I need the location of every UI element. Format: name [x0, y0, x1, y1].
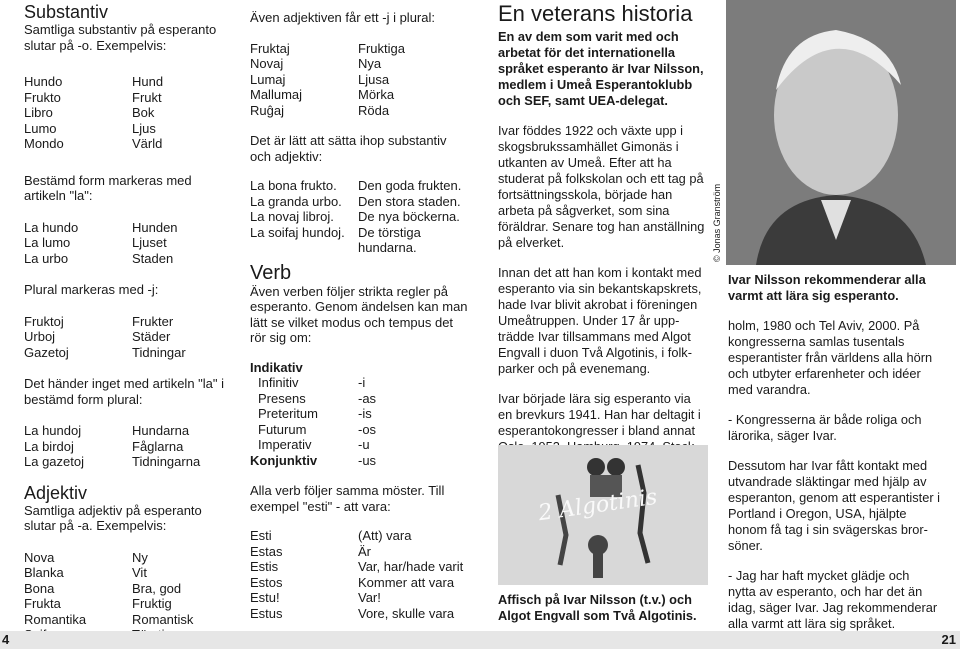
- example-row: [24, 423, 229, 439]
- example-row: [258, 422, 470, 438]
- example-row: [258, 391, 470, 407]
- example-term: Mallumaj: [250, 87, 303, 102]
- example-translation: Hunden: [132, 219, 178, 235]
- adjektiv-examples: [24, 550, 229, 643]
- adjektiv-heading: Adjektiv: [24, 482, 88, 503]
- esti-examples: [250, 528, 470, 621]
- example-row: [250, 544, 470, 560]
- example-term: Estis: [250, 559, 279, 574]
- example-row: [24, 314, 229, 330]
- example-translation: Tidningarna: [132, 454, 201, 469]
- poster-title: 2 Algotinis: [536, 484, 659, 527]
- example-row: [250, 225, 470, 256]
- example-translation: Tidningar: [132, 344, 186, 360]
- example-translation: Fåglarna: [132, 438, 184, 454]
- example-term: Libro: [24, 105, 53, 120]
- example-row: [24, 439, 229, 455]
- example-translation: Kommer att vara: [358, 574, 455, 590]
- example-translation: Städer: [132, 329, 171, 344]
- article-paragraph-4: holm, 1980 och Tel Aviv, 2000. På kongresserna samlas tusentals esperantister från världens alla hörn och utbyter erfarenheter och idéer med varandra.: [728, 318, 933, 397]
- article-paragraph-2: Innan det att han kom i kontakt med esperanto via sin bekantskapskrets, hade Ivar blivit akrobat i föreningen Umeåtruppen. Under 17 år upp-trädde Ivar tillsammans med Algot Engvall i duon Två Algotinis, i folk-parker och på evenemang.: [498, 265, 702, 376]
- example-translation: Ljus: [132, 120, 156, 136]
- example-translation: Vore, skulle vara: [358, 605, 455, 621]
- example-translation: Röda: [358, 102, 390, 118]
- example-term: Hundo: [24, 74, 63, 89]
- example-term: La gazetoj: [24, 454, 84, 469]
- example-translation: -os: [358, 421, 377, 437]
- example-row: [24, 612, 229, 628]
- substantiv-heading: Substantiv: [24, 2, 109, 22]
- adjektiv-intro: Samtliga adjektiv på esperanto slutar på -a. Exempelvis:: [24, 502, 202, 533]
- example-term: Estas: [250, 543, 283, 559]
- example-translation: Ljuset: [132, 235, 167, 250]
- example-translation: Fruktiga: [358, 40, 405, 56]
- example-row: [250, 41, 470, 57]
- example-translation: Bok: [132, 105, 155, 120]
- example-translation: Var!: [358, 590, 381, 605]
- portrait-illustration: [726, 0, 956, 265]
- article-paragraph-7: - Jag har haft mycket glädje och nytta av esperanto, och har det än idag, säger Ivar. Jag rekommenderar alla varmt att lära sig språket.: [728, 568, 938, 631]
- example-translation: -as: [358, 390, 377, 406]
- example-translation: Romantisk: [132, 611, 194, 627]
- example-translation: Är: [358, 543, 371, 559]
- page-number-right: 21: [941, 632, 956, 647]
- substantiv-intro: Samtliga substantiv på esperanto slutar på -o. Exempelvis:: [24, 22, 217, 53]
- example-term: Futurum: [258, 421, 307, 437]
- example-translation: De törstiga hundarna.: [358, 224, 421, 255]
- example-translation: -i: [358, 375, 366, 390]
- combine-intro: Det är lätt att sätta ihop substantiv och adjektiv:: [250, 133, 447, 164]
- definite-examples: [24, 220, 229, 267]
- example-translation: Nya: [358, 56, 382, 71]
- example-translation: Frukt: [132, 89, 162, 105]
- example-translation: Den stora staden.: [358, 193, 461, 209]
- adj-plural-examples: [250, 41, 470, 119]
- example-term: Infinitiv: [258, 375, 299, 390]
- verb-intro: Även verben följer strikta regler på esperanto. Genom ändelsen kan man lätt se vilket modus och tempus det rör sig om:: [250, 283, 468, 345]
- plural-examples: [24, 314, 229, 361]
- def-plural-examples: [24, 423, 229, 470]
- article-heading: En veterans historia: [498, 1, 693, 26]
- article-lead: En av dem som varit med och arbetat för det internationella språket esperanto är Ivar Nilsson, medlem i Umeå Esperantoklubb och SEF, samt UEA-delegat.: [498, 29, 704, 108]
- example-translation: De nya böckerna.: [358, 209, 460, 224]
- example-term: Blanka: [24, 565, 64, 580]
- example-row: [24, 220, 229, 236]
- example-term: La lumo: [24, 235, 71, 250]
- example-term: Fruktaj: [250, 40, 290, 56]
- example-row: [250, 103, 470, 119]
- example-row: [24, 550, 229, 566]
- example-row: [24, 235, 229, 251]
- example-translation: Hund: [132, 74, 164, 89]
- example-row: [24, 251, 229, 267]
- konjunktiv-row: [250, 453, 470, 469]
- right-footer-band: [480, 631, 960, 649]
- page-number-left: 4: [2, 632, 10, 647]
- def-plural-intro: Det händer inget med artikeln "la" i bestämd form plural:: [24, 376, 225, 407]
- adj-plural-intro: Även adjektiven får ett -j i plural:: [250, 10, 435, 25]
- example-translation: Värld: [132, 136, 163, 151]
- example-translation: Fruktig: [132, 596, 172, 611]
- combine-examples: [250, 178, 470, 256]
- example-term: Frukta: [24, 596, 61, 611]
- plural-intro: Plural markeras med -j:: [24, 282, 159, 297]
- example-translation: Hundarna: [132, 423, 190, 438]
- example-row: [24, 596, 229, 612]
- example-translation: Mörka: [358, 87, 395, 102]
- example-row: [250, 178, 470, 194]
- example-term: Preteritum: [258, 406, 318, 421]
- example-row: [24, 454, 229, 470]
- example-term: Lumo: [24, 120, 57, 136]
- article-column-1: [498, 2, 708, 455]
- example-term: Imperativ: [258, 437, 312, 452]
- example-row: [250, 87, 470, 103]
- photo-credit: © Jonas Granström: [712, 183, 722, 262]
- example-term: La soifaj hundoj.: [250, 224, 345, 240]
- example-row: [24, 121, 229, 137]
- example-term: La hundo: [24, 219, 79, 235]
- example-row: [24, 581, 229, 597]
- definite-intro: Bestämd form markeras med artikeln "la":: [24, 172, 192, 203]
- example-term: Romantika: [24, 611, 87, 627]
- example-term: Urboj: [24, 329, 56, 344]
- article-paragraph-6: Dessutom har Ivar fått kontakt med utvandrade släktingar med hjälp av esperanton, genom att esperantister i Portland i Oregon, USA, hjälpte honom få tag i sin svägerskas bror-söner.: [728, 458, 940, 553]
- example-translation: (Att) vara: [358, 528, 412, 543]
- verb-note: Alla verb följer samma möster. Till exempel "esti" - att vara:: [250, 483, 445, 514]
- example-row: [24, 74, 229, 90]
- example-term: La birdoj: [24, 438, 74, 454]
- article-paragraph-5: - Kongresserna är både roliga och lärorika, säger Ivar.: [728, 412, 922, 443]
- example-term: Frukto: [24, 89, 61, 105]
- example-row: [250, 209, 470, 225]
- example-row: [250, 194, 470, 210]
- example-translation: Den goda frukten.: [358, 178, 462, 193]
- substantiv-column: [24, 2, 229, 643]
- substantiv-examples: [24, 74, 229, 152]
- article-paragraph-1: Ivar föddes 1922 och växte upp i skogsbrukssamhället Gimonäs i utkanten av Umeå. Efter att ha studerat på folkskolan och ett tag på fortsättningsskola, började han arbeta på sågverket, som sina föräldrar. Senare tog han anställning på elverket.: [498, 123, 705, 250]
- example-term: Bona: [24, 580, 55, 596]
- example-translation: Frukter: [132, 313, 174, 329]
- example-row: [24, 90, 229, 106]
- example-translation: Staden: [132, 250, 174, 266]
- article-paragraph-3: Ivar började lära sig esperanto via en brevkurs 1941. Han har deltagit i esperantokongresser i bland annat: [498, 391, 701, 438]
- example-row: [258, 406, 470, 422]
- example-term: La granda urbo.: [250, 193, 342, 209]
- konjunktiv-value: -us: [358, 452, 377, 468]
- example-translation: Vit: [132, 565, 147, 580]
- photo-caption: Ivar Nilsson rekommenderar alla varmt att lära sig esperanto.: [728, 272, 926, 303]
- example-term: La bona frukto.: [250, 178, 337, 193]
- example-translation: Bra, god: [132, 580, 182, 596]
- example-translation: Ny: [132, 549, 148, 565]
- example-term: Mondo: [24, 136, 64, 151]
- right-page: [480, 0, 960, 649]
- example-term: Nova: [24, 549, 55, 565]
- example-term: Estos: [250, 574, 283, 590]
- verb-forms: [250, 375, 470, 453]
- example-row: [250, 559, 470, 575]
- example-row: [250, 606, 470, 622]
- example-term: Ruĝaj: [250, 102, 284, 118]
- example-translation: Ljusa: [358, 71, 390, 87]
- example-translation: Var, har/hade varit: [358, 559, 464, 574]
- example-term: Gazetoj: [24, 344, 69, 360]
- example-term: Fruktoj: [24, 313, 64, 329]
- example-term: Novaj: [250, 56, 284, 71]
- verb-heading: Verb: [250, 261, 292, 284]
- example-row: [250, 56, 470, 72]
- verb-column: [250, 10, 470, 621]
- poster-caption: Affisch på Ivar Nilsson (t.v.) och Algot Engvall som Två Algotinis.: [498, 592, 697, 623]
- example-row: [250, 575, 470, 591]
- portrait-photo: [726, 0, 956, 265]
- example-term: Estu!: [250, 590, 280, 605]
- example-term: Presens: [258, 390, 306, 406]
- indikativ-label: Indikativ: [250, 359, 303, 375]
- example-row: [24, 565, 229, 581]
- example-row: [24, 105, 229, 121]
- example-translation: -u: [358, 437, 370, 452]
- article-column-2: [728, 272, 940, 632]
- example-term: Esti: [250, 528, 272, 543]
- example-row: [24, 329, 229, 345]
- example-row: [258, 437, 470, 453]
- example-row: [258, 375, 470, 391]
- example-row: [24, 136, 229, 152]
- algotinis-poster: [498, 445, 708, 585]
- konjunktiv-label: Konjunktiv: [250, 452, 318, 468]
- example-row: [250, 528, 470, 544]
- example-row: [250, 590, 470, 606]
- example-term: La hundoj: [24, 423, 82, 438]
- left-footer-band: [0, 631, 480, 649]
- example-translation: -is: [358, 406, 372, 421]
- example-row: [250, 72, 470, 88]
- example-row: [24, 345, 229, 361]
- example-term: La urbo: [24, 250, 69, 266]
- example-term: Estus: [250, 605, 283, 621]
- example-term: La novaj libroj.: [250, 209, 334, 224]
- example-term: Lumaj: [250, 71, 286, 87]
